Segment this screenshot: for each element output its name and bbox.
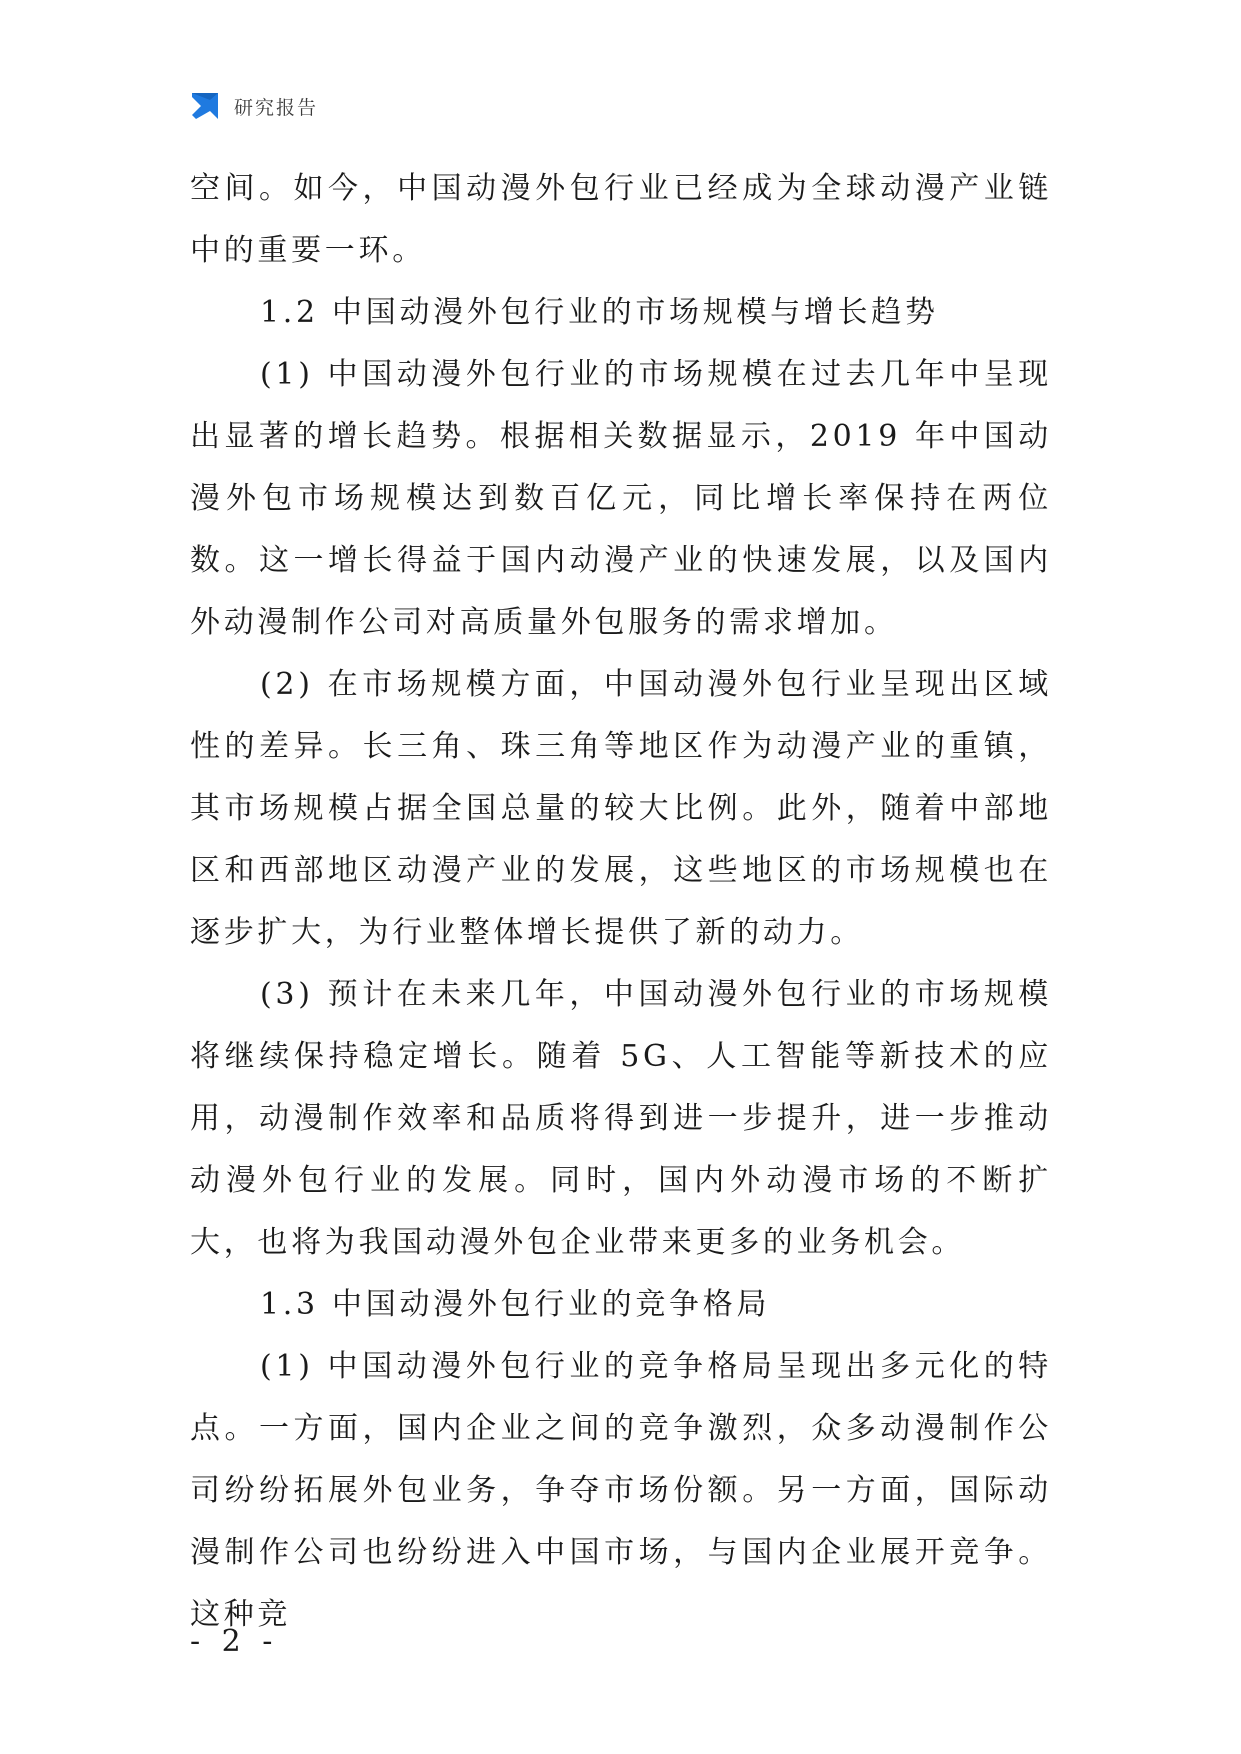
page-header xyxy=(190,88,318,124)
page-number: - 2 - xyxy=(190,1624,279,1659)
paragraph-1-2-item-1: (1) 中国动漫外包行业的市场规模在过去几年中呈现出显著的增长趋势。根据相关数据显示，2019 年中国动漫外包市场规模达到数百亿元，同比增长率保持在两位数。这一增长得益于国内动漫产业的快速发展，以及国内外动漫制作公司对高质量外包服务的需求增加。 xyxy=(190,357,1052,640)
paragraph-1-2-item-2: (2) 在市场规模方面，中国动漫外包行业呈现出区域性的差异。长三角、珠三角等地区作为动漫产业的重镇，其市场规模占据全国总量的较大比例。此外，随着中部地区和西部地区动漫产业的发展，这些地区的市场规模也在逐步扩大，为行业整体增长提供了新的动力。 xyxy=(190,667,1052,950)
paragraph-1-2-item-3: (3) 预计在未来几年，中国动漫外包行业的市场规模将继续保持稳定增长。随着 5G、人工智能等新技术的应用，动漫制作效率和品质将得到进一步提升，进一步推动动漫外包行业的发展。同时，国内外动漫市场的不断扩大，也将为我国动漫外包企业带来更多的业务机会。 xyxy=(190,977,1052,1260)
section-heading-1-3: 1.3 中国动漫外包行业的竞争格局 xyxy=(260,1287,771,1322)
paragraph-continuation: 空间。如今，中国动漫外包行业已经成为全球动漫产业链中的重要一环。 xyxy=(190,171,1052,268)
header-title: 研究报告 xyxy=(234,96,319,119)
paragraph-1-3-item-1: (1) 中国动漫外包行业的竞争格局呈现出多元化的特点。一方面，国内企业之间的竞争激烈，众多动漫制作公司纷纷拓展外包业务，争夺市场份额。另一方面，国际动漫制作公司也纷纷进入中国市场，与国内企业展开竞争。这种竞 xyxy=(190,1349,1052,1632)
section-heading-1-2: 1.2 中国动漫外包行业的市场规模与增长趋势 xyxy=(260,295,939,330)
document-body xyxy=(190,158,1052,1646)
arrow-up-right-icon xyxy=(190,91,220,121)
